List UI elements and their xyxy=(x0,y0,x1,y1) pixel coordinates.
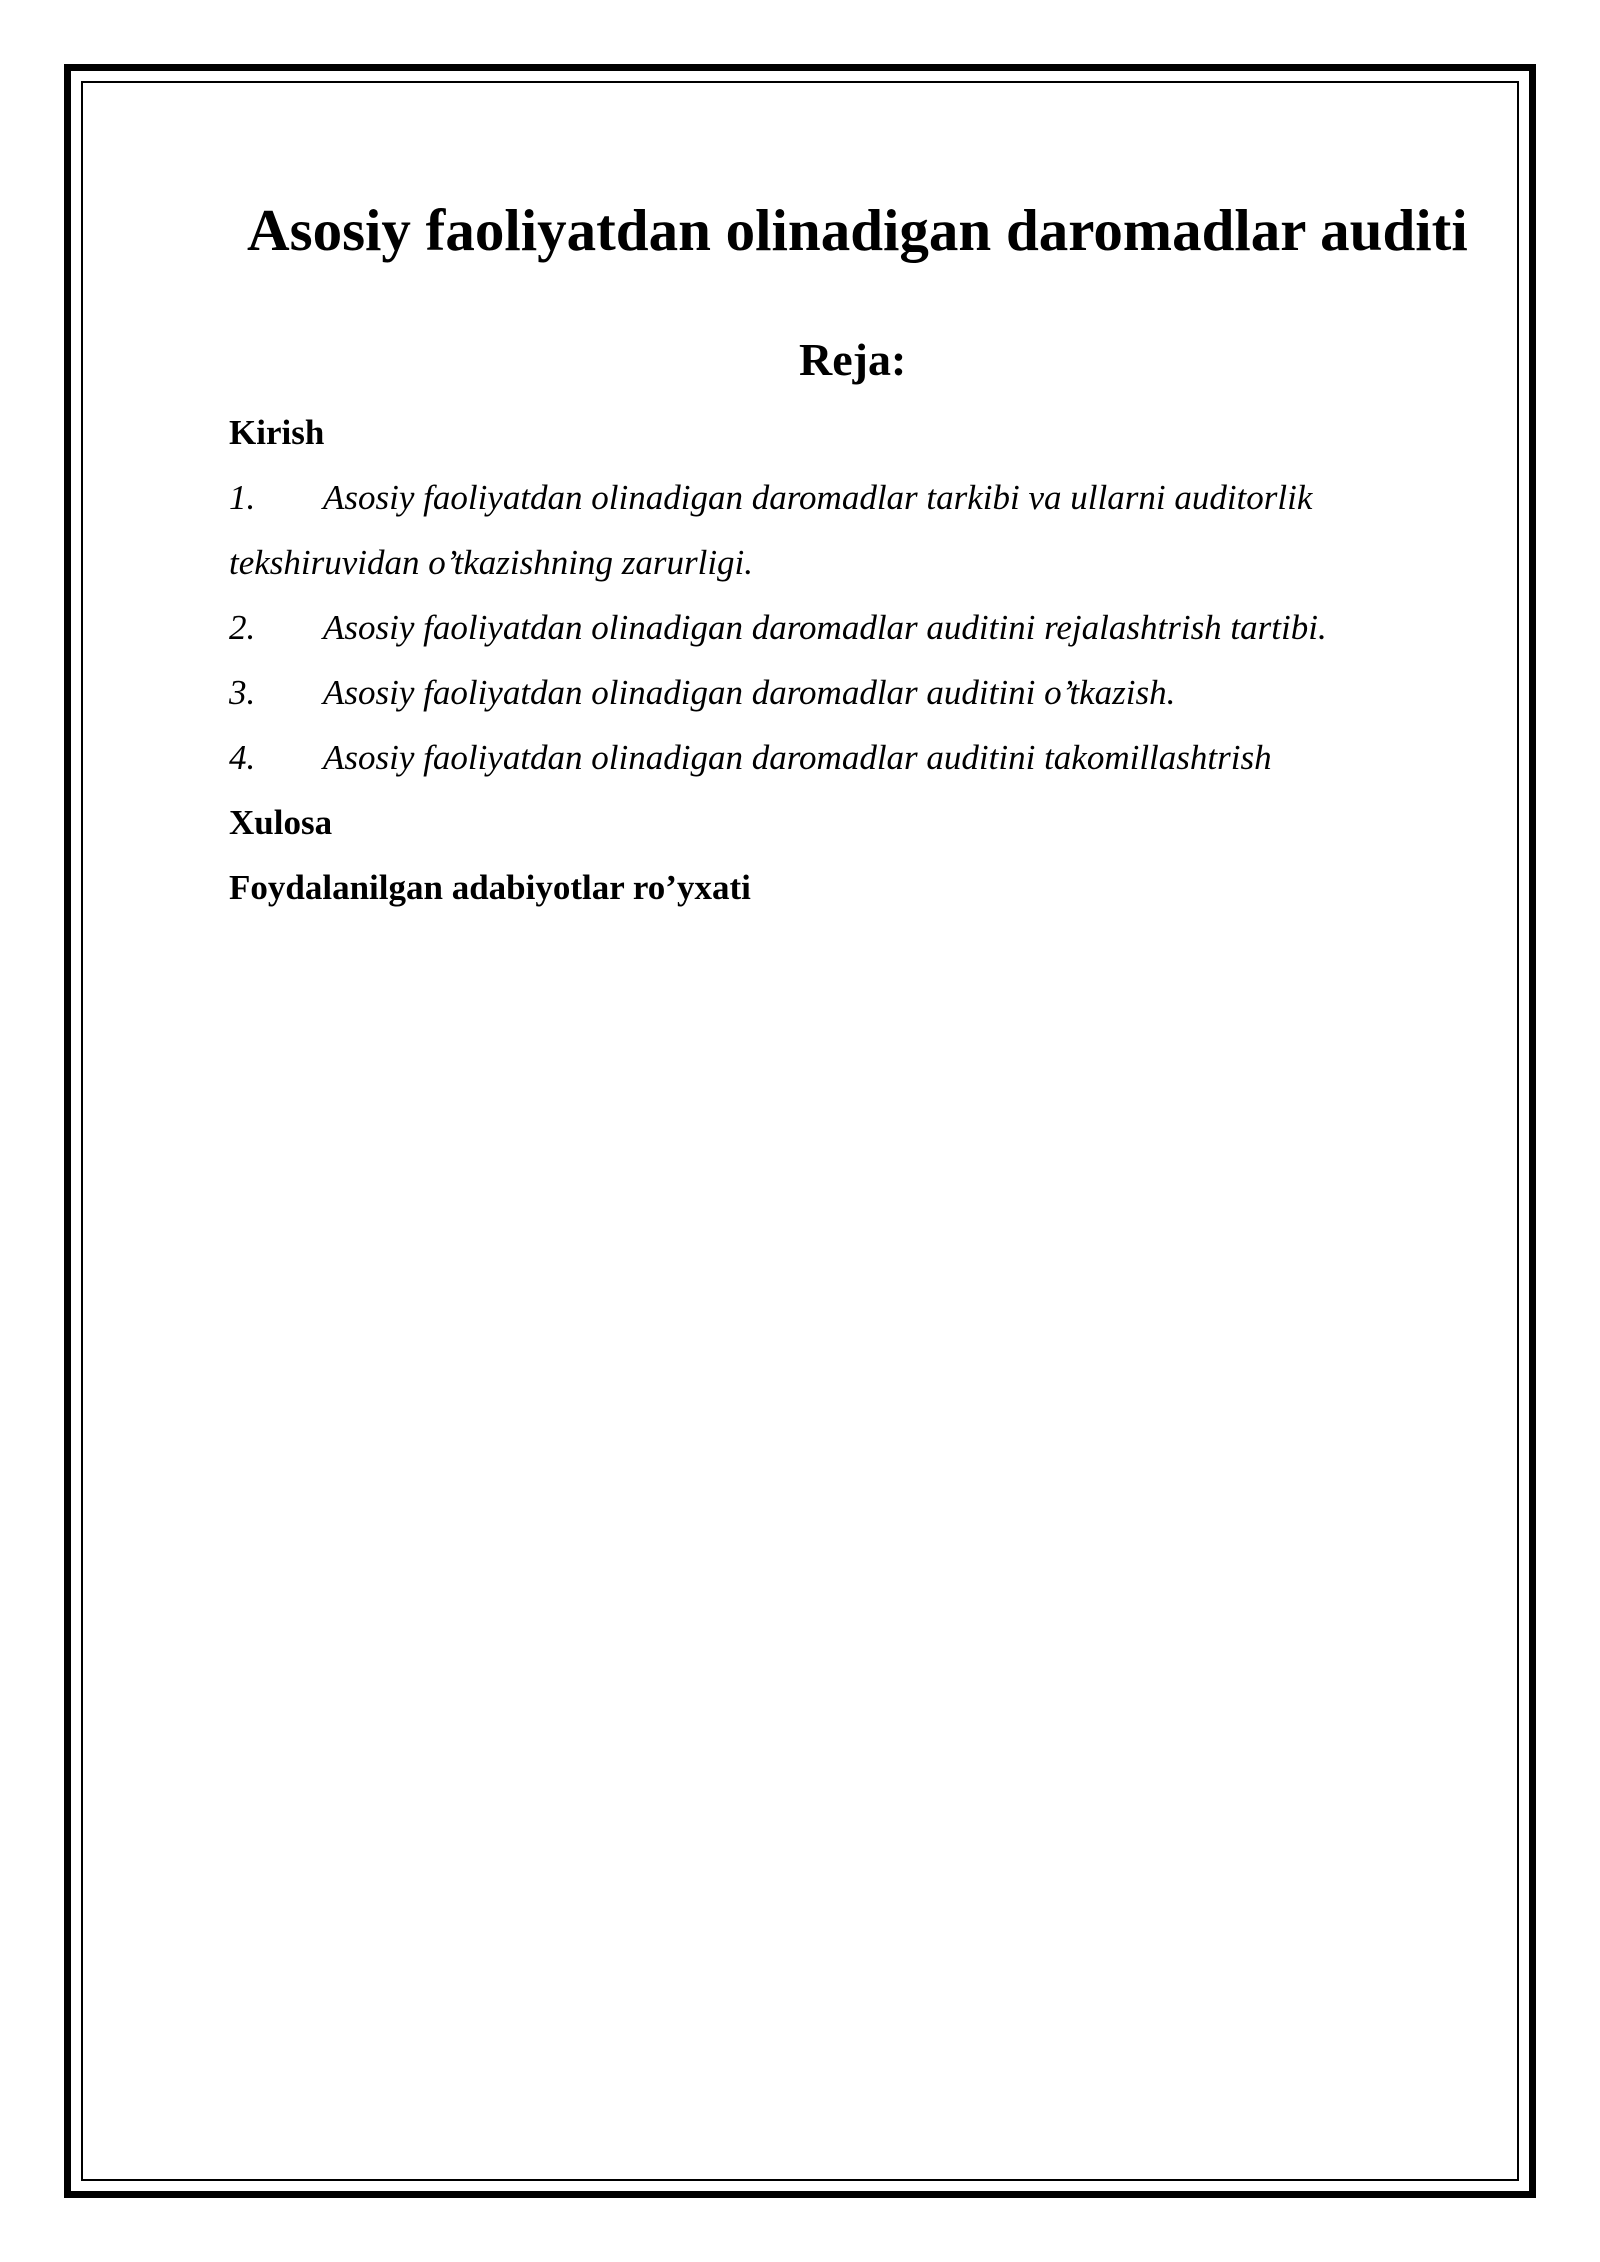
plan-item-3 xyxy=(229,660,1489,725)
plan-item-number: 2. xyxy=(229,608,256,647)
plan-item-1-continuation: tekshiruvidan o’tkazishning zarurligi. xyxy=(229,543,754,582)
plan-item-4 xyxy=(229,725,1489,790)
document-body xyxy=(229,190,1489,920)
plan-item-1 xyxy=(229,465,1489,530)
plan-item-number: 4. xyxy=(229,738,256,777)
plan-item-number: 1. xyxy=(229,478,256,517)
plan-item-text: Asosiy faoliyatdan olinadigan daromadlar auditini takomillashtrish xyxy=(323,738,1272,777)
intro-label: Kirish xyxy=(229,413,325,452)
document-title: Asosiy faoliyatdan olinadigan daromadlar auditi xyxy=(247,197,1468,263)
plan-item-number: 3. xyxy=(229,673,256,712)
plan-heading: Reja: xyxy=(799,334,907,385)
plan-item-2 xyxy=(229,595,1489,660)
plan-item-text: Asosiy faoliyatdan olinadigan daromadlar auditini o’tkazish. xyxy=(323,673,1176,712)
plan-item-text: Asosiy faoliyatdan olinadigan daromadlar tarkibi va ullarni auditorlik xyxy=(323,478,1313,517)
plan-item-text: Asosiy faoliyatdan olinadigan daromadlar auditini rejalashtrish tartibi. xyxy=(323,608,1327,647)
references-label: Foydalanilgan adabiyotlar ro’yxati xyxy=(229,868,751,907)
conclusion-label: Xulosa xyxy=(229,803,333,842)
plan-list xyxy=(229,465,1489,790)
